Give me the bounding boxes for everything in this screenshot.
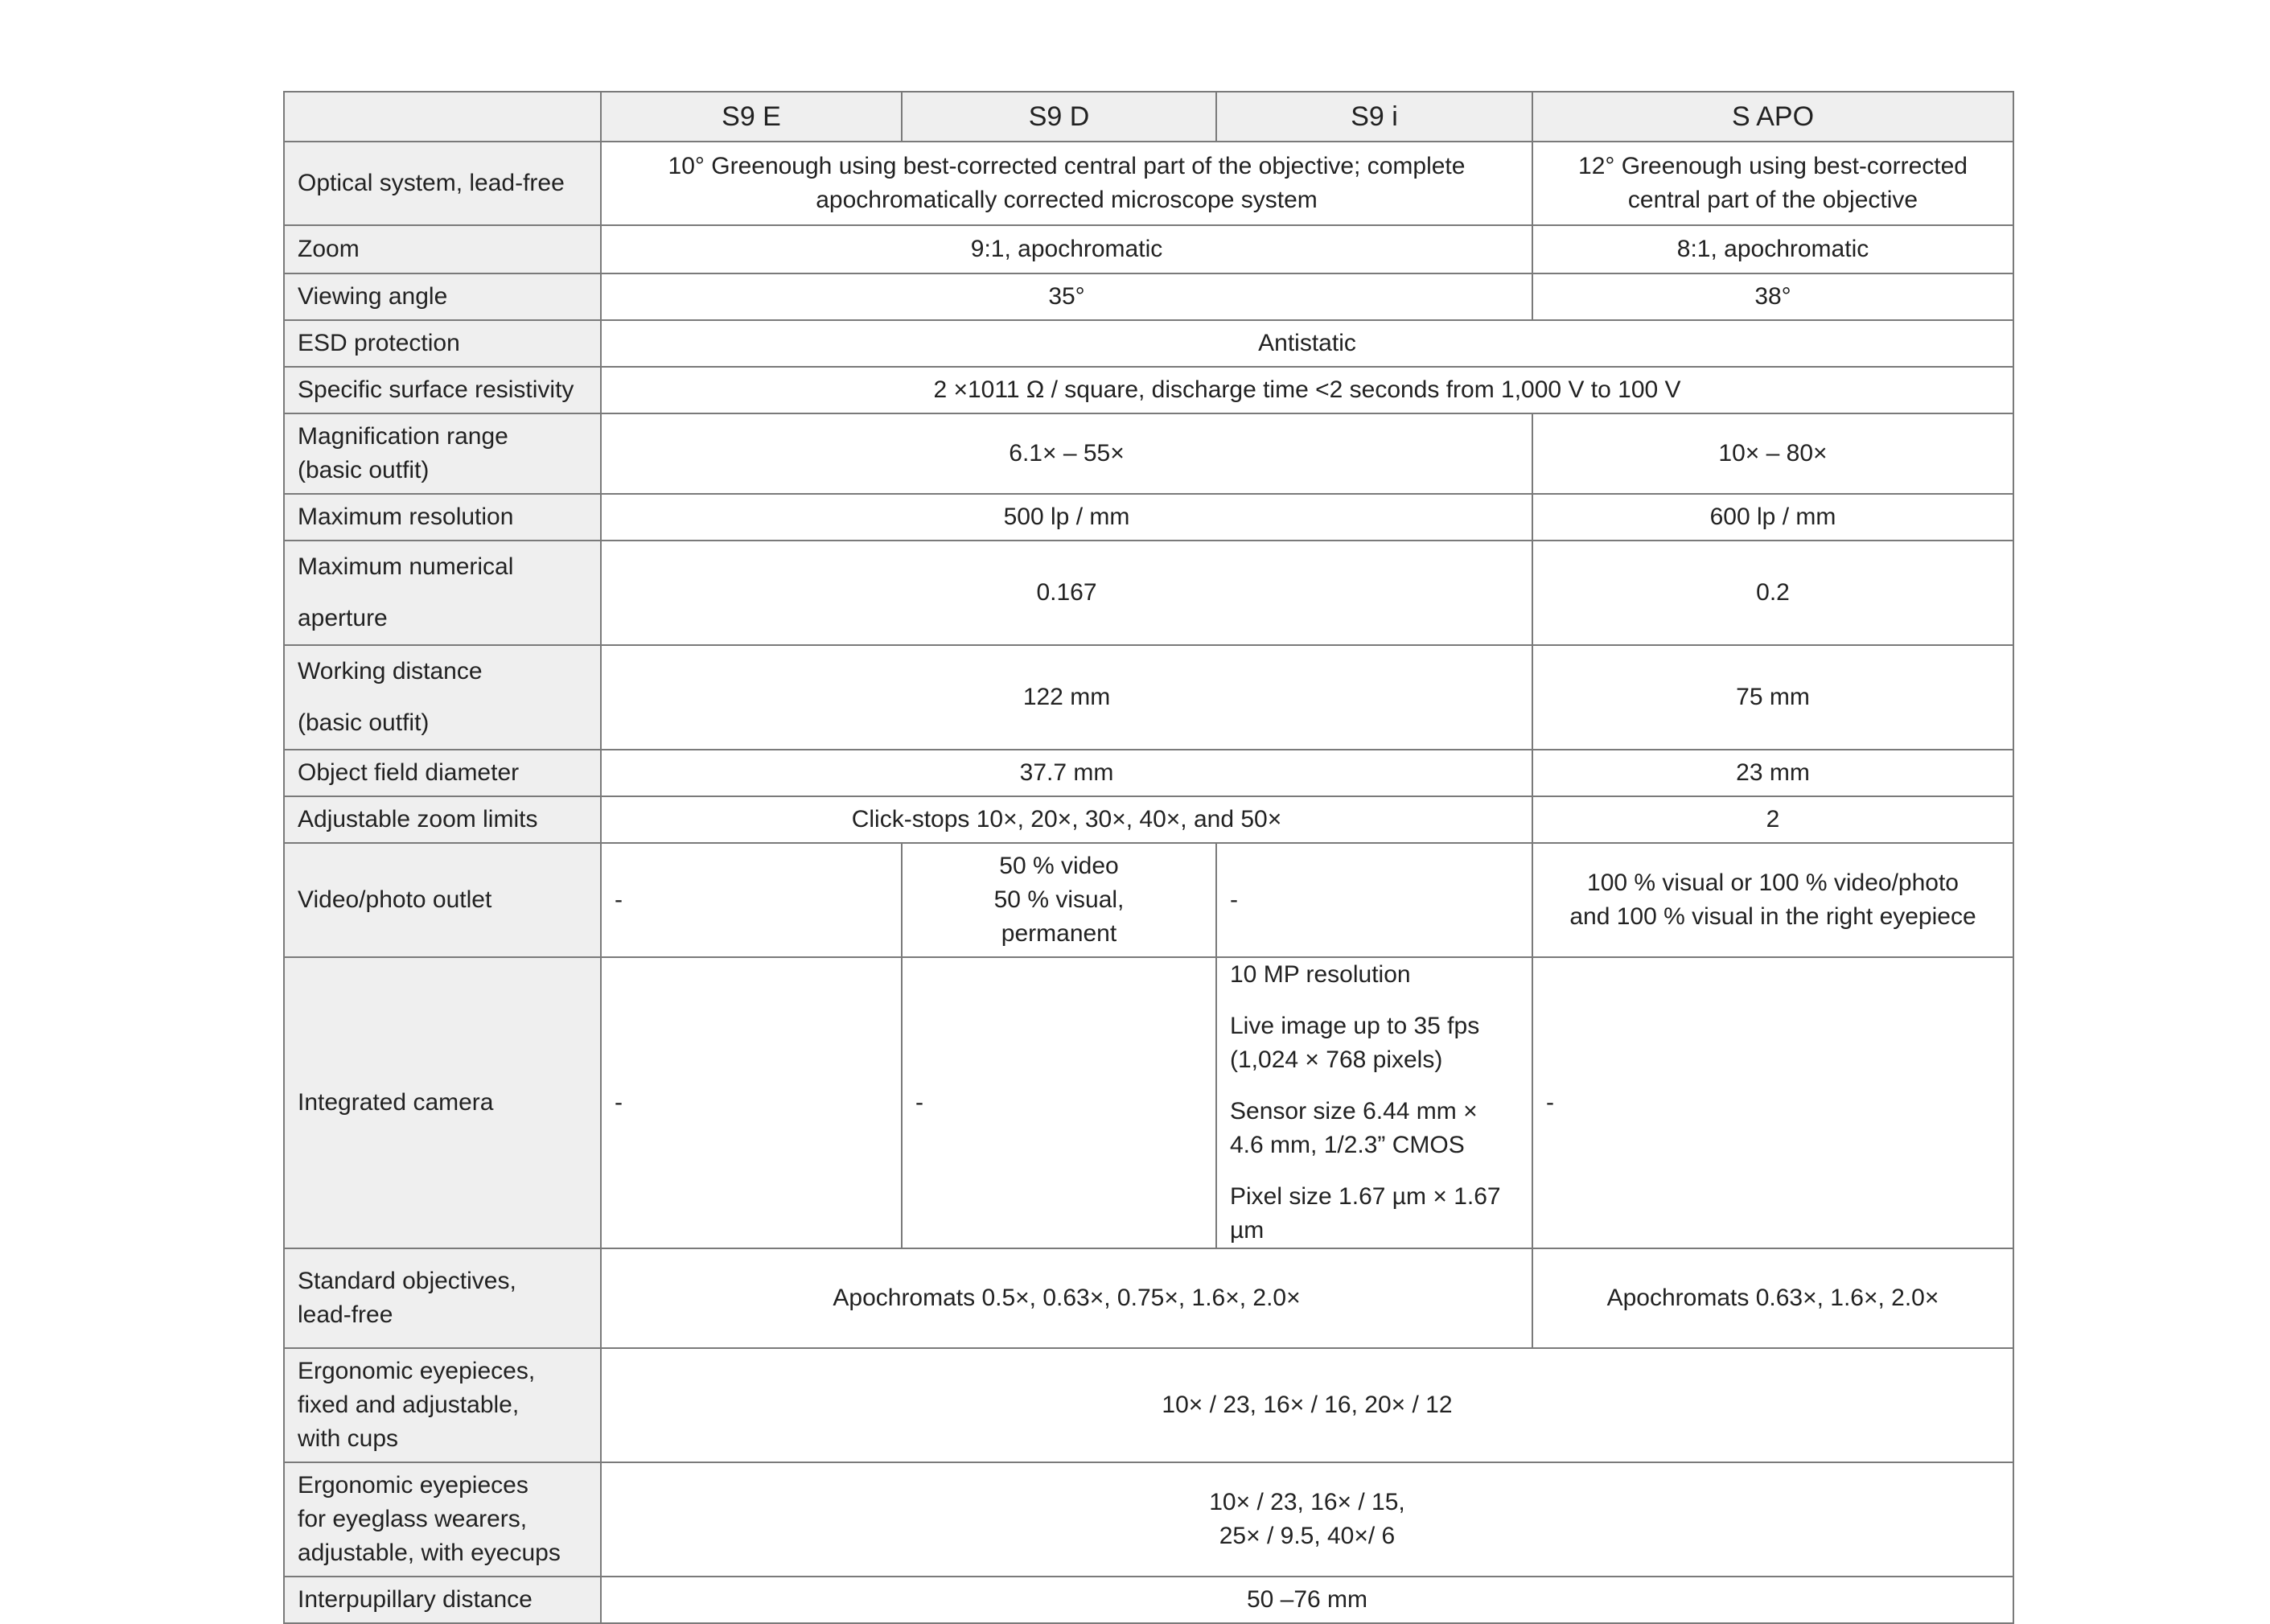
row-label: Optical system, lead-free [284, 142, 601, 225]
row-label: Integrated camera [284, 957, 601, 1248]
row-label: Specific surface resistivity [284, 367, 601, 413]
cell-all-models: Antistatic [601, 320, 2013, 367]
cell-sapo: Apochromats 0.63×, 1.6×, 2.0× [1532, 1248, 2013, 1348]
row-zoom-limits [284, 796, 2013, 843]
cell-all-models: 10× / 23, 16× / 15, 25× / 9.5, 40×/ 6 [601, 1462, 2013, 1577]
row-label: Interpupillary distance [284, 1577, 601, 1623]
row-numerical-aperture [284, 541, 2013, 645]
cell-s9e: - [601, 843, 902, 957]
row-label: Zoom [284, 225, 601, 273]
cell-s9-series: 37.7 mm [601, 750, 1532, 796]
row-label: Object field diameter [284, 750, 601, 796]
row-label: Magnification range (basic outfit) [284, 413, 601, 494]
row-object-field-diameter [284, 750, 2013, 796]
row-label: Video/photo outlet [284, 843, 601, 957]
cell-s9-series: 122 mm [601, 645, 1532, 750]
cell-all-models: 10× / 23, 16× / 16, 20× / 12 [601, 1348, 2013, 1462]
row-label: Working distance (basic outfit) [284, 645, 601, 750]
row-zoom [284, 225, 2013, 273]
row-eyeglass-eyepieces [284, 1462, 2013, 1577]
header-sapo: S APO [1532, 92, 2013, 142]
cell-s9-series: Click-stops 10×, 20×, 30×, 40×, and 50× [601, 796, 1532, 843]
row-label: Viewing angle [284, 273, 601, 320]
row-ergonomic-eyepieces [284, 1348, 2013, 1462]
row-viewing-angle [284, 273, 2013, 320]
cell-sapo: 10× – 80× [1532, 413, 2013, 494]
row-interpupillary-distance [284, 1577, 2013, 1623]
cell-s9-series: 10° Greenough using best-corrected central part of the objective; complete apochromatically corrected microscope system [601, 142, 1532, 225]
row-label: Adjustable zoom limits [284, 796, 601, 843]
cell-s9-series: 6.1× – 55× [601, 413, 1532, 494]
header-s9e: S9 E [601, 92, 902, 142]
camera-spec-item: Sensor size 6.44 mm × 4.6 mm, 1/2.3” CMOS [1230, 1098, 1478, 1158]
header-corner [284, 92, 601, 142]
row-surface-resistivity [284, 367, 2013, 413]
row-optical-system [284, 142, 2013, 225]
cell-s9d: 50 % video 50 % visual, permanent [902, 843, 1216, 957]
cell-s9-series: 500 lp / mm [601, 494, 1532, 541]
cell-s9d: - [902, 957, 1216, 1248]
cell-sapo: 12° Greenough using best-corrected central part of the objective [1532, 142, 2013, 225]
cell-sapo: 38° [1532, 273, 2013, 320]
cell-sapo: 2 [1532, 796, 2013, 843]
cell-s9e: - [601, 957, 902, 1248]
row-label: Maximum resolution [284, 494, 601, 541]
cell-s9i: - [1216, 843, 1532, 957]
header-s9d: S9 D [902, 92, 1216, 142]
cell-sapo: 600 lp / mm [1532, 494, 2013, 541]
header-row [284, 92, 2013, 142]
cell-sapo: 23 mm [1532, 750, 2013, 796]
row-standard-objectives [284, 1248, 2013, 1348]
cell-s9-series: 9:1, apochromatic [601, 225, 1532, 273]
cell-all-models: 2 ×1011 Ω / square, discharge time <2 seconds from 1,000 V to 100 V [601, 367, 2013, 413]
cell-s9-series: Apochromats 0.5×, 0.63×, 0.75×, 1.6×, 2.0× [601, 1248, 1532, 1348]
camera-spec-item: 10 MP resolution [1230, 961, 1411, 988]
row-label: Maximum numerical aperture [284, 541, 601, 645]
row-label: Standard objectives, lead-free [284, 1248, 601, 1348]
header-s9i: S9 i [1216, 92, 1532, 142]
row-label: Ergonomic eyepieces for eyeglass wearers, adjustable, with eyecups [284, 1462, 601, 1577]
cell-s9i-camera-specs [1216, 957, 1532, 1248]
cell-sapo: 75 mm [1532, 645, 2013, 750]
row-label: ESD protection [284, 320, 601, 367]
cell-sapo: 100 % visual or 100 % video/photo and 100 % visual in the right eyepiece [1532, 843, 2013, 957]
row-integrated-camera [284, 957, 2013, 1248]
cell-sapo: 0.2 [1532, 541, 2013, 645]
cell-s9-series: 0.167 [601, 541, 1532, 645]
row-video-photo-outlet [284, 843, 2013, 957]
row-magnification-range [284, 413, 2013, 494]
row-esd-protection [284, 320, 2013, 367]
cell-all-models: 50 –76 mm [601, 1577, 2013, 1623]
cell-sapo: - [1532, 957, 2013, 1248]
camera-spec-item: Live image up to 35 fps (1,024 × 768 pixels) [1230, 1013, 1480, 1073]
cell-s9-series: 35° [601, 273, 1532, 320]
specifications-table [283, 91, 2014, 1624]
row-working-distance [284, 645, 2013, 750]
camera-spec-item: Pixel size 1.67 µm × 1.67 µm [1230, 1183, 1501, 1244]
row-label: Ergonomic eyepieces, fixed and adjustable, with cups [284, 1348, 601, 1462]
row-maximum-resolution [284, 494, 2013, 541]
cell-sapo: 8:1, apochromatic [1532, 225, 2013, 273]
